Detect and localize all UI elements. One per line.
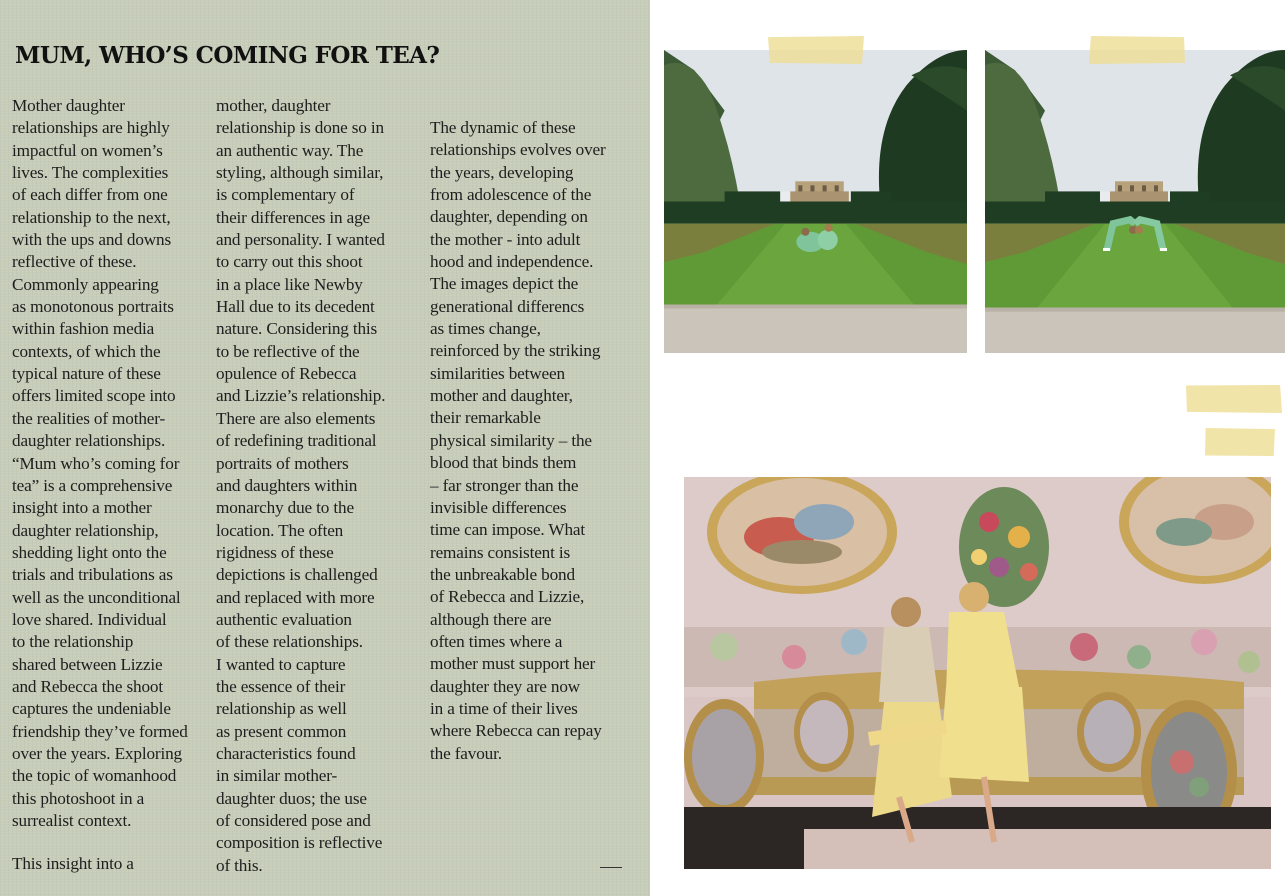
end-mark-divider <box>600 867 622 868</box>
tapestry-room-photo-image <box>684 477 1271 869</box>
tape-strip <box>768 36 864 64</box>
article-column-1: Mother daughter relationships are highly impactful on women’s lives. The complexities of each differ from one relationship to the next, with the ups and downs reflective of these. Commonly appearing as monotonous portraits within fashion media contexts, of which the typical nature of these offers limited scope into the realities of mother- daughter relationships. “Mum who’s coming for tea” is a comprehensive insight into a mother daughter relationship, shedding light onto the trials and tribulations as well as the unconditional love shared. Individual to the relationship shared between Lizzie and Rebecca the shoot captures the undeniable friendship they’ve formed over the years. Exploring the topic of womanhood this photoshoot in a surrealist context. <box>12 96 188 830</box>
tape-strip <box>1089 36 1185 64</box>
garden-photo-bending <box>985 50 1285 353</box>
tape-strip <box>1186 385 1282 413</box>
garden-photo-crouching-image <box>664 50 967 353</box>
article-column-3: The dynamic of these relationships evolves over the years, developing from adolescence of the daughter, depending on the mother - into adult hood and independence. The images depict the generational differencs as times change, reinforced by the striking similarities between mother and daughter, their remarkable physical similarity – the blood that binds them – far stronger than the invisible differences time can impose. What remains consistent is the unbreakable bond of Rebecca and Lizzie, although there are often times where a mother must support her daughter they are now in a time of their lives where Rebecca can repay the favour. <box>430 118 606 763</box>
article-title: MUM, WHO’S COMING FOR TEA? <box>15 42 440 69</box>
garden-photo-bending-image <box>985 50 1285 353</box>
tape-strip <box>1205 428 1275 456</box>
article-column-1-tail: This insight into a <box>12 854 134 873</box>
article-column-2: mother, daughter relationship is done so in an authentic way. The styling, although similar, is complementary of their differences in age and personality. I wanted to carry out this shoot in a place like Newby Hall due to its decedent nature. Considering this to be reflective of the opulence of Rebecca and Lizzie’s relationship. There are also elements of redefining traditional portraits of mothers and daughters within monarchy due to the location. The often rigidness of these depictions is challenged and replaced with more authentic evaluation of these relationships. I wanted to capture the essence of their relationship as well as present common characteristics found in similar mother- daughter duos; the use of considered pose and composition is reflective of this. <box>216 96 386 875</box>
garden-photo-crouching <box>664 50 967 353</box>
tapestry-room-photo <box>684 477 1271 869</box>
